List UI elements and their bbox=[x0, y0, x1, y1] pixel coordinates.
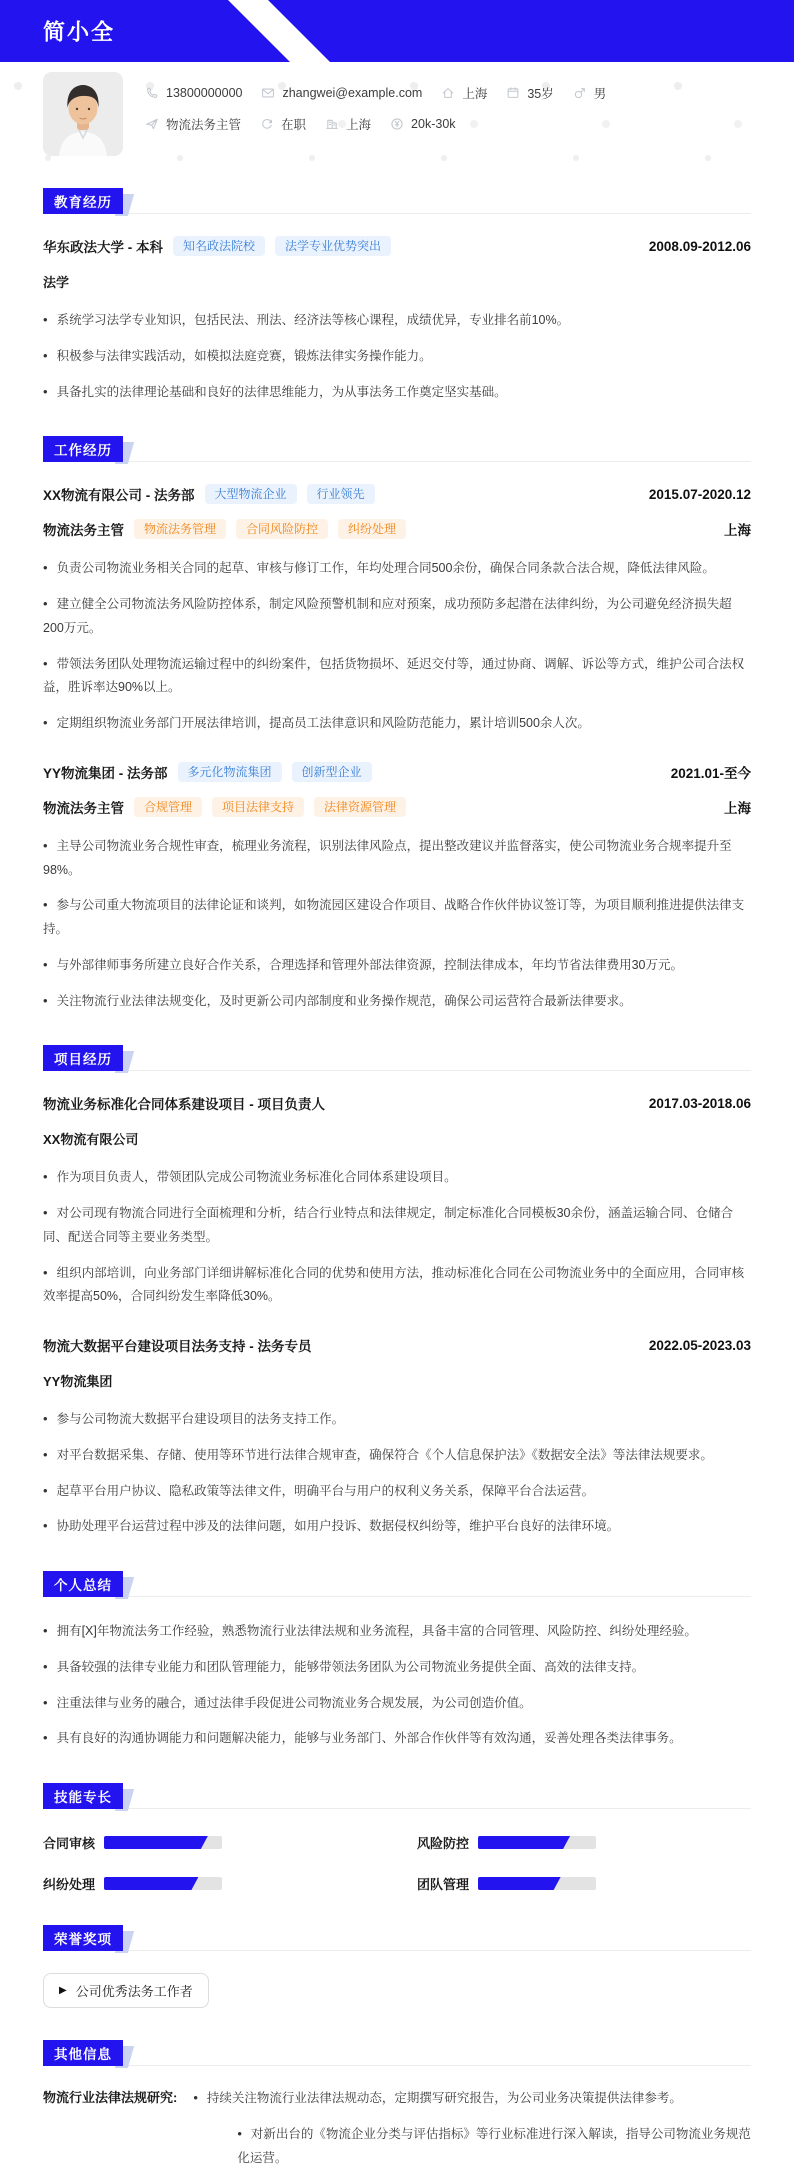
section-title-badge bbox=[43, 1925, 123, 1951]
skills-grid bbox=[43, 1809, 751, 1893]
project-date: 2022.05-2023.03 bbox=[648, 1337, 751, 1353]
section-title: 项目经历 bbox=[54, 1052, 112, 1068]
skill-bar-fill bbox=[478, 1877, 561, 1890]
email-value: zhangwei@example.com bbox=[282, 86, 423, 100]
role-tag: 合同风险防控 bbox=[236, 519, 328, 539]
project-header-row bbox=[43, 1335, 751, 1355]
bullet-item: • 建立健全公司物流法务风险防控体系，制定风险预警机制和应对预案，成功预防多起潜在法律纠纷，为公司避免经济损失超200万元。 bbox=[43, 592, 751, 641]
honor-badge[interactable] bbox=[43, 1973, 209, 2008]
bullet-item: • 积极参与法律实践活动，如模拟法庭竞赛，锻炼法律实务操作能力。 bbox=[43, 344, 751, 369]
project-org: YY物流集团 bbox=[43, 1374, 113, 1389]
play-icon: ▶ bbox=[59, 1984, 67, 1996]
role-tag: 项目法律支持 bbox=[212, 797, 304, 817]
company-tag: 多元化物流集团 bbox=[178, 762, 282, 782]
project-header-row bbox=[43, 1093, 751, 1113]
work-bullet-list bbox=[43, 834, 751, 1014]
education-tag: 法学专业优势突出 bbox=[275, 236, 391, 256]
section-projects bbox=[43, 1045, 751, 1539]
bullet-item: • 带领法务团队处理物流运输过程中的纠纷案件，包括货物损坏、延迟交付等，通过协商、调解、诉讼等方式，维护公司合法权益，胜诉率达90%以上。 bbox=[43, 652, 751, 701]
contact-item-gender bbox=[573, 84, 607, 102]
skill-bar-fill bbox=[104, 1836, 208, 1849]
resume-body bbox=[0, 188, 794, 2184]
skill-bar bbox=[478, 1877, 596, 1890]
company-tag: 行业领先 bbox=[307, 484, 375, 504]
contact-item-location bbox=[441, 84, 487, 102]
section-skills bbox=[43, 1783, 751, 1893]
project-org: XX物流有限公司 bbox=[43, 1132, 139, 1148]
bullet-item: • 对新出台的《物流企业分类与评估指标》等行业标准进行深入解读，指导公司物流业务规范化运营。 bbox=[237, 2122, 751, 2171]
location-icon bbox=[441, 86, 455, 100]
bullet-item: • 具有良好的沟通协调能力和问题解决能力，能够与业务部门、外部合作伙伴等有效沟通，妥善处理各类法律事务。 bbox=[43, 1726, 751, 1751]
role-row bbox=[43, 519, 751, 539]
role-name: 物流法务主管 bbox=[43, 523, 124, 539]
section-education bbox=[43, 188, 751, 404]
section-title: 其他信息 bbox=[54, 2047, 112, 2062]
honors-content bbox=[43, 1951, 751, 2008]
salary-value: 20k-30k bbox=[411, 117, 456, 131]
section-title: 技能专长 bbox=[54, 1790, 112, 1805]
skill-bar bbox=[104, 1836, 222, 1849]
company-tag: 创新型企业 bbox=[292, 762, 372, 782]
skill-bar bbox=[104, 1877, 222, 1890]
contact-item-email bbox=[261, 86, 422, 100]
bullet-item: • 对公司现有物流合同进行全面梳理和分析，结合行业特点和法律规定，制定标准化合同模板30余份，涵盖运输合同、仓储合同、配送合同等主要业务类型。 bbox=[43, 1201, 751, 1250]
profile-band bbox=[0, 62, 794, 182]
contact-info bbox=[145, 72, 625, 156]
section-work bbox=[43, 436, 751, 1013]
contact-item-phone bbox=[145, 86, 242, 100]
other-content bbox=[43, 2066, 751, 2170]
section-summary bbox=[43, 1571, 751, 1751]
age-icon bbox=[506, 86, 520, 100]
bullet-item: • 关注物流行业法律法规变化，及时更新公司内部制度和业务操作规范，确保公司运营符合最新法律要求。 bbox=[43, 989, 751, 1014]
section-header-other bbox=[43, 2040, 751, 2066]
bullet-item: • 负责公司物流业务相关合同的起草、审核与修订工作，年均处理合同500余份，确保合同条款合法合规，降低法律风险。 bbox=[43, 556, 751, 581]
section-title-badge bbox=[43, 188, 123, 214]
contact-item-salary bbox=[390, 117, 455, 131]
bullet-item: • 具备较强的法律专业能力和团队管理能力，能够带领法务团队为公司物流业务提供全面、高效的法律支持。 bbox=[43, 1655, 751, 1680]
role-tag: 纠纷处理 bbox=[338, 519, 406, 539]
work-content bbox=[43, 462, 751, 1013]
work-date: 2021.01-至今 bbox=[670, 765, 751, 781]
education-header-left bbox=[43, 236, 391, 256]
summary-content bbox=[43, 1597, 751, 1751]
company-row bbox=[43, 762, 751, 782]
city-value: 上海 bbox=[346, 118, 372, 132]
skill-item bbox=[43, 1833, 417, 1852]
education-header-row bbox=[43, 236, 751, 256]
skill-item bbox=[43, 1874, 417, 1893]
role-tag: 物流法务管理 bbox=[134, 519, 226, 539]
work-bullet-list bbox=[43, 556, 751, 736]
bullet-item: • 注重法律与业务的融合，通过法律手段促进公司物流业务合规发展，为公司创造价值。 bbox=[43, 1691, 751, 1716]
work-location: 上海 bbox=[724, 800, 751, 816]
section-honors bbox=[43, 1925, 751, 2008]
section-other bbox=[43, 2040, 751, 2170]
phone-icon bbox=[145, 86, 159, 100]
section-header-honors bbox=[43, 1925, 751, 1951]
top-banner bbox=[0, 0, 794, 62]
bullet-item: • 系统学习法学专业知识，包括民法、刑法、经济法等核心课程，成绩优异，专业排名前10%。 bbox=[43, 308, 751, 333]
summary-bullet-list bbox=[43, 1619, 751, 1751]
job-title-icon bbox=[145, 117, 159, 131]
company-row bbox=[43, 484, 751, 504]
role-row-left bbox=[43, 519, 406, 539]
contact-item-job-title bbox=[145, 115, 241, 133]
company-name: XX物流有限公司 - 法务部 bbox=[43, 488, 195, 504]
bullet-item: • 参与公司物流大数据平台建设项目的法务支持工作。 bbox=[43, 1407, 751, 1432]
contact-item-job-status bbox=[260, 115, 306, 133]
section-title: 个人总结 bbox=[54, 1578, 112, 1593]
bullet-item: • 拥有[X]年物流法务工作经验，熟悉物流行业法律法规和业务流程，具备丰富的合同管理、风险防控、纠纷处理经验。 bbox=[43, 1619, 751, 1644]
job-status-icon bbox=[260, 117, 274, 131]
section-title-badge bbox=[43, 436, 123, 462]
project-bullet-list bbox=[43, 1165, 751, 1309]
projects-content bbox=[43, 1071, 751, 1539]
section-header-projects bbox=[43, 1045, 751, 1071]
bullet-item: • 具备扎实的法律理论基础和良好的法律思维能力，为从事法务工作奠定坚实基础。 bbox=[43, 380, 751, 405]
contact-item-age bbox=[506, 84, 553, 102]
gender-value: 男 bbox=[593, 87, 607, 101]
education-tag: 知名政法院校 bbox=[173, 236, 265, 256]
email-icon bbox=[261, 86, 275, 100]
bullet-item: • 主导公司物流业务合规性审查，梳理业务流程，识别法律风险点，提出整改建议并监督落实，使公司物流业务合规率提升至98%。 bbox=[43, 834, 751, 883]
section-header-work bbox=[43, 436, 751, 462]
diagonal-stripe-decoration bbox=[228, 0, 330, 62]
skill-item bbox=[417, 1833, 751, 1852]
section-title: 工作经历 bbox=[54, 443, 112, 459]
salary-icon bbox=[390, 117, 404, 131]
section-title: 教育经历 bbox=[54, 195, 112, 210]
skill-name: 团队管理 bbox=[417, 1877, 470, 1892]
project-entry-2 bbox=[43, 1335, 751, 1539]
work-location: 上海 bbox=[724, 523, 751, 539]
avatar-image bbox=[43, 72, 123, 156]
bullet-item: • 起草平台用户协议、隐私政策等法律文件，明确平台与用户的权利义务关系，保障平台合法运营。 bbox=[43, 1479, 751, 1504]
company-tag: 大型物流企业 bbox=[205, 484, 297, 504]
section-title-badge bbox=[43, 1571, 123, 1597]
work-entry-2 bbox=[43, 762, 751, 1014]
honor-label: 公司优秀法务工作者 bbox=[75, 1984, 193, 1999]
phone-value: 13800000000 bbox=[166, 86, 243, 100]
contact-row-2 bbox=[145, 115, 625, 133]
city-icon bbox=[325, 117, 339, 131]
section-title-badge bbox=[43, 1783, 123, 1809]
section-header-skills bbox=[43, 1783, 751, 1809]
section-header-education bbox=[43, 188, 751, 214]
project-date: 2017.03-2018.06 bbox=[648, 1095, 751, 1111]
bullet-item: • 协助处理平台运营过程中涉及的法律问题，如用户投诉、数据侵权纠纷等，维护平台良好的法律环境。 bbox=[43, 1514, 751, 1539]
skill-item bbox=[417, 1874, 751, 1893]
section-header-summary bbox=[43, 1571, 751, 1597]
contact-item-city bbox=[325, 115, 371, 133]
gender-icon bbox=[573, 86, 587, 100]
bullet-item: • 与外部律师事务所建立良好合作关系，合理选择和管理外部法律资源，控制法律成本，年均节省法律费用30万元。 bbox=[43, 953, 751, 978]
work-date: 2015.07-2020.12 bbox=[648, 486, 751, 502]
skill-name: 纠纷处理 bbox=[43, 1877, 96, 1892]
skill-bar bbox=[478, 1836, 596, 1849]
education-date: 2008.09-2012.06 bbox=[648, 238, 751, 254]
contact-row-1 bbox=[145, 84, 625, 102]
job-title-value: 物流法务主管 bbox=[166, 118, 242, 132]
company-name: YY物流集团 - 法务部 bbox=[43, 765, 168, 781]
age-value: 35岁 bbox=[527, 87, 554, 101]
skill-bar-fill bbox=[104, 1877, 198, 1890]
role-name: 物流法务主管 bbox=[43, 800, 124, 816]
skill-name: 合同审核 bbox=[43, 1836, 96, 1851]
bullet-item: • 持续关注物流行业法律法规动态，定期撰写研究报告，为公司业务决策提供法律参考。 bbox=[193, 2086, 751, 2111]
other-info-label: 物流行业法律法规研究: bbox=[43, 2090, 178, 2105]
project-name: 物流业务标准化合同体系建设项目 - 项目负责人 bbox=[43, 1097, 325, 1113]
work-entry-1 bbox=[43, 484, 751, 736]
education-bullet-list bbox=[43, 308, 751, 404]
project-name: 物流大数据平台建设项目法务支持 - 法务专员 bbox=[43, 1339, 312, 1354]
brand-logo: 简小全 bbox=[43, 19, 116, 45]
bullet-item: • 参与公司重大物流项目的法律论证和谈判，如物流园区建设合作项目、战略合作伙伴协议签订等，为项目顺利推进提供法律支持。 bbox=[43, 893, 751, 942]
bullet-item: • 定期组织物流业务部门开展法律培训，提高员工法律意识和风险防范能力，累计培训500余人次。 bbox=[43, 711, 751, 736]
school-name: 华东政法大学 - 本科 bbox=[43, 240, 163, 255]
company-row-left bbox=[43, 484, 375, 504]
role-tag: 合规管理 bbox=[134, 797, 202, 817]
education-entry bbox=[43, 236, 751, 404]
location-value: 上海 bbox=[462, 87, 488, 101]
role-row-left bbox=[43, 797, 406, 817]
profile-photo bbox=[43, 72, 123, 156]
company-row-left bbox=[43, 762, 372, 782]
bullet-item: • 对平台数据采集、存储、使用等环节进行法律合规审查，确保符合《个人信息保护法》《数据安全法》等法律法规要求。 bbox=[43, 1443, 751, 1468]
project-entry-1 bbox=[43, 1093, 751, 1309]
skill-name: 风险防控 bbox=[417, 1836, 470, 1851]
section-title-badge bbox=[43, 1045, 123, 1071]
section-title: 荣誉奖项 bbox=[54, 1932, 112, 1947]
other-bullet-list bbox=[193, 2086, 751, 2170]
job-status-value: 在职 bbox=[281, 118, 307, 132]
education-content bbox=[43, 214, 751, 404]
skill-bar-fill bbox=[478, 1836, 570, 1849]
role-row bbox=[43, 797, 751, 817]
major-name: 法学 bbox=[43, 275, 70, 290]
role-tag: 法律资源管理 bbox=[314, 797, 406, 817]
section-title-badge bbox=[43, 2040, 123, 2066]
bullet-item: • 组织内部培训，向业务部门详细讲解标准化合同的优势和使用方法，推动标准化合同在公司物流业务中的全面应用，合同审核效率提高50%，合同纠纷发生率降低30%。 bbox=[43, 1261, 751, 1310]
project-bullet-list bbox=[43, 1407, 751, 1539]
bullet-item: • 作为项目负责人，带领团队完成公司物流业务标准化合同体系建设项目。 bbox=[43, 1165, 751, 1190]
